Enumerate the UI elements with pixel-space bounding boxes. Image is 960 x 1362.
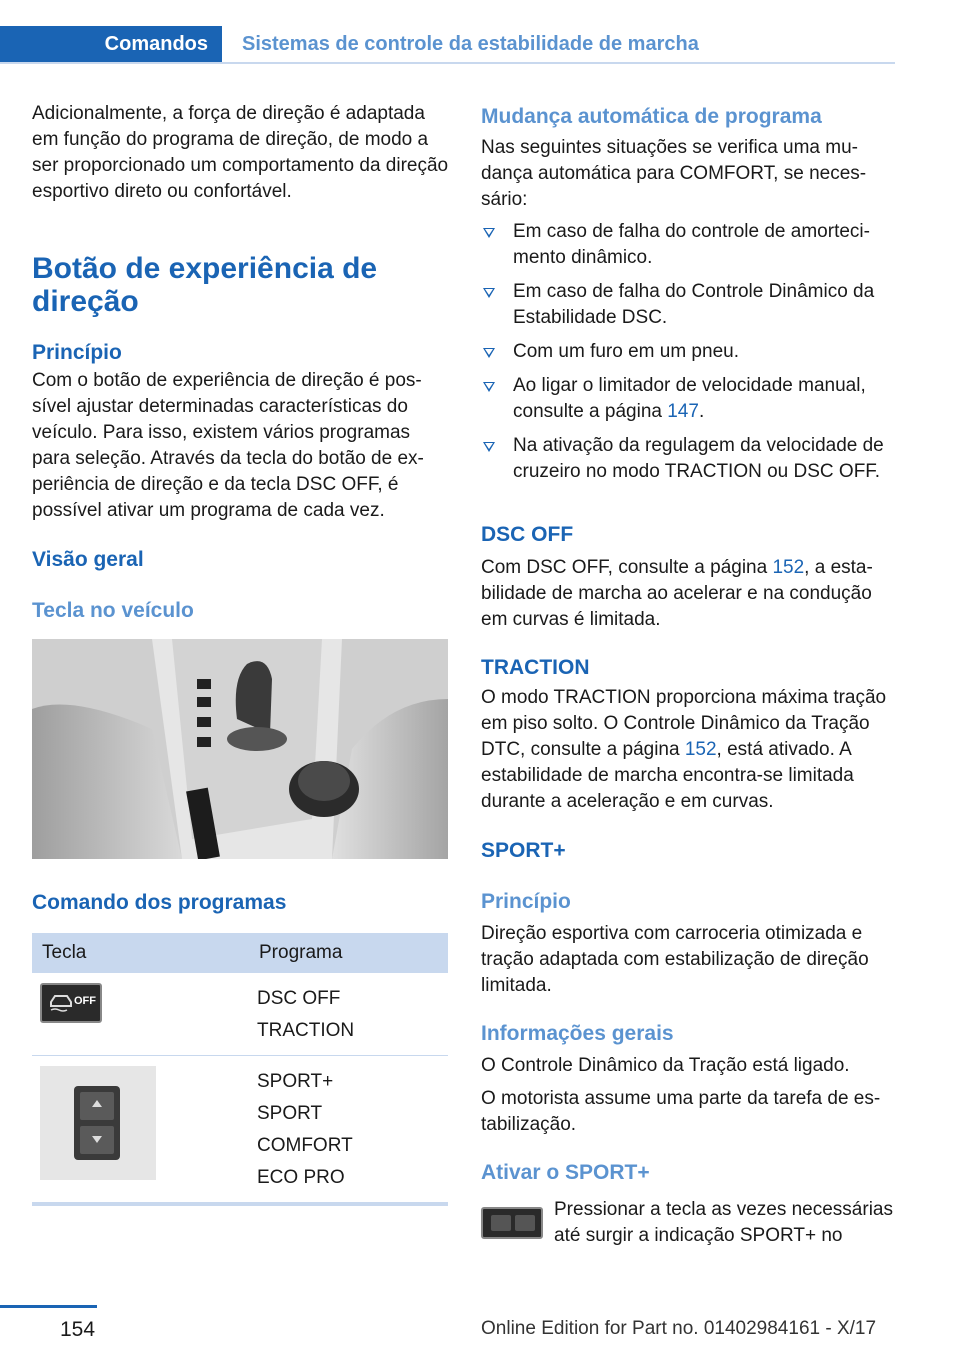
edition-note: Online Edition for Part no. 01402984161 - X/17	[481, 1318, 877, 1339]
page-header	[0, 26, 895, 64]
list-item	[481, 433, 897, 485]
list-item-text: Com um furo em um pneu.	[513, 341, 739, 362]
table-row	[32, 1056, 448, 1205]
list-item	[481, 219, 897, 271]
text-segment: , a estabilidade de marcha ao acelerar e na condução em curvas é limitada.	[481, 557, 873, 630]
page-link[interactable]: 147	[667, 401, 699, 422]
overview-heading: Visão geral	[32, 548, 144, 571]
section-heading: Botão de experiência de direção	[32, 252, 378, 318]
sport-principle-text: Direção esportiva com carroceria otimizada e tração adaptada com estabilização de direção limitada.	[481, 923, 869, 996]
text-segment: , está ativado. A estabilidade de marcha encontra-se limitada durante a aceleração e em curvas.	[481, 739, 854, 812]
text-segment: Com DSC OFF, consulte a página	[481, 557, 773, 578]
activate-heading: Ativar o SPORT+	[481, 1161, 650, 1184]
program-name: SPORT	[257, 1103, 323, 1124]
text-segment: O modo TRACTION proporciona máxima tração em piso solto. O Controle Dinâmico da Tração DTC, consulte a página	[481, 687, 887, 760]
principle-text: Com o botão de experiência de direção é possível ajustar determinadas características do veículo. Para isso, existem vários programas para seleção. Através da tecla do botão de experiência de direção e da tecla DSC OFF, é possível ativar um programa de cada vez.	[32, 370, 424, 521]
table-header-key: Tecla	[32, 933, 249, 973]
bullet-triangle-icon	[483, 288, 495, 298]
car-skid-icon	[47, 992, 75, 1014]
bullet-triangle-icon	[483, 348, 495, 358]
general-info-text: O Controle Dinâmico da Tração está ligado.	[481, 1055, 850, 1076]
list-item-text: Em caso de falha do controle de amortecimento dinâmico.	[513, 221, 870, 268]
programs-table	[32, 933, 448, 1206]
principle-heading: Princípio	[32, 341, 122, 364]
program-name: COMFORT	[257, 1135, 353, 1156]
list-item	[481, 339, 897, 365]
page-link[interactable]: 152	[684, 739, 717, 760]
table-cell-key	[32, 973, 249, 1056]
program-name: DSC OFF	[257, 988, 341, 1009]
table-cell-programs	[249, 973, 448, 1056]
bullet-triangle-icon	[483, 228, 495, 238]
auto-change-text: Nas seguintes situações se verifica uma mudança automática para COMFORT, se necessário:	[481, 137, 867, 210]
dsc-off-button-icon	[40, 983, 102, 1023]
list-item-text: Na ativação da regulagem da velocidade de cruzeiro no modo TRACTION ou DSC OFF.	[513, 435, 884, 482]
program-name: ECO PRO	[257, 1167, 345, 1188]
table-cell-programs	[249, 1056, 448, 1205]
general-info-text: O motorista assume uma parte da tarefa de estabilização.	[481, 1088, 881, 1135]
traction-text	[481, 685, 897, 815]
list-item	[481, 279, 897, 331]
list-item-text: .	[698, 401, 705, 422]
console-illustration	[32, 639, 448, 859]
table-header-program: Programa	[249, 933, 448, 973]
subsection-title: Sistemas de controle da estabilidade de marcha	[242, 33, 699, 55]
general-info-heading: Informações gerais	[481, 1022, 674, 1045]
activate-text: Pressionar a tecla as vezes necessárias até surgir a indicação SPORT+ no	[554, 1199, 893, 1246]
sport-plus-heading: SPORT+	[481, 839, 566, 862]
page-link[interactable]: 152	[772, 557, 805, 578]
switch-button-icon	[481, 1207, 543, 1239]
page-number: 154	[60, 1318, 96, 1341]
programs-heading: Comando dos programas	[32, 891, 287, 914]
list-item-text: Em caso de falha do Controle Dinâmico da Estabilidade DSC.	[513, 281, 875, 328]
dsc-off-text	[481, 555, 897, 633]
sport-principle-heading: Princípio	[481, 890, 571, 913]
vehicle-console-photo	[32, 639, 448, 859]
dsc-off-heading: DSC OFF	[481, 523, 574, 546]
list-item	[481, 373, 897, 425]
table-row	[32, 973, 448, 1056]
auto-change-list	[481, 219, 897, 493]
arrow-down-icon	[92, 1136, 102, 1143]
key-heading: Tecla no veículo	[32, 599, 194, 622]
traction-heading: TRACTION	[481, 656, 590, 679]
driving-experience-switch-icon	[40, 1066, 156, 1180]
table-cell-key	[32, 1056, 249, 1205]
program-name: TRACTION	[257, 1020, 355, 1041]
intro-paragraph: Adicionalmente, a força de direção é adaptada em função do programa de direção, de modo a ser proporcionado um comportamento da direção esportivo direto ou confortável.	[32, 103, 449, 202]
bullet-triangle-icon	[483, 382, 495, 392]
bullet-triangle-icon	[483, 442, 495, 452]
auto-change-heading: Mudança automática de programa	[481, 105, 822, 128]
footer-divider	[0, 1305, 97, 1308]
program-name: SPORT+	[257, 1071, 334, 1092]
arrow-up-icon	[92, 1100, 102, 1107]
list-item-text: Ao ligar o limitador de velocidade manual, consulte a página	[513, 375, 866, 422]
section-tab: Comandos	[0, 26, 222, 62]
off-label: OFF	[74, 995, 96, 1007]
